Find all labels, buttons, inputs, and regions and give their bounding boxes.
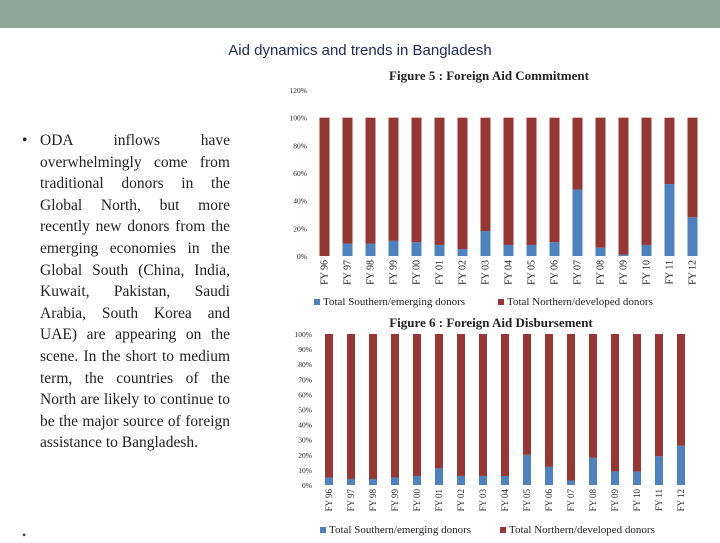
bar-southern <box>501 476 509 485</box>
bar-southern <box>389 241 399 256</box>
y-tick-label: 80% <box>293 141 307 151</box>
x-category-label: FY 11 <box>664 260 676 285</box>
bar-southern <box>642 245 652 256</box>
x-category-label: FY 04 <box>500 489 510 512</box>
bar-southern <box>523 455 531 485</box>
x-category-label: FY 02 <box>457 260 469 285</box>
bar-southern <box>655 456 663 485</box>
bar-northern <box>527 118 537 245</box>
x-category-label: FY 98 <box>368 489 378 512</box>
bar-northern <box>347 334 355 479</box>
legend-swatch-southern <box>314 299 320 305</box>
bar-northern <box>665 118 675 184</box>
bar-southern <box>619 255 629 256</box>
bar-southern <box>369 479 377 485</box>
y-tick-label: 120% <box>289 86 307 95</box>
y-tick-label: 90% <box>298 345 312 355</box>
bar-northern <box>596 118 606 248</box>
bar-southern <box>413 476 421 485</box>
bar-northern <box>391 334 399 477</box>
x-category-label: FY 03 <box>480 260 492 285</box>
bar-northern <box>325 334 333 477</box>
x-category-label: FY 01 <box>434 260 446 285</box>
bar-southern <box>573 190 583 256</box>
chart-title: Figure 6 : Foreign Aid Disbursement <box>389 315 593 330</box>
bar-southern <box>412 242 422 256</box>
bar-southern <box>435 468 443 485</box>
y-tick-label: 60% <box>293 169 307 178</box>
bar-northern <box>677 334 685 446</box>
bar-southern <box>479 476 487 485</box>
y-tick-label: 20% <box>298 450 312 460</box>
legend-label-northern: Total Northern/developed donors <box>509 524 655 536</box>
x-category-label: FY 10 <box>632 489 642 512</box>
y-tick-label: 100% <box>294 330 312 339</box>
x-category-label: FY 97 <box>346 489 356 512</box>
x-category-label: FY 96 <box>324 489 334 512</box>
bar-northern <box>688 118 698 218</box>
bar-northern <box>504 118 514 245</box>
x-category-label: FY 09 <box>618 260 630 285</box>
x-category-label: FY 07 <box>572 260 584 285</box>
bar-northern <box>633 334 641 471</box>
bar-northern <box>550 118 560 242</box>
bar-southern <box>527 245 537 256</box>
x-category-label: FY 01 <box>434 489 444 512</box>
x-category-label: FY 12 <box>676 489 686 512</box>
bar-northern <box>413 334 421 476</box>
bar-northern <box>573 118 583 190</box>
y-tick-label: 40% <box>293 196 307 206</box>
bar-northern <box>611 334 619 471</box>
x-category-label: FY 05 <box>522 489 532 512</box>
legend-swatch-southern <box>320 527 326 533</box>
bar-northern <box>369 334 377 479</box>
chart-title: Figure 5 : Foreign Aid Commitment <box>389 68 589 83</box>
bar-northern <box>501 334 509 476</box>
bar-northern <box>589 334 597 458</box>
bar-southern <box>435 245 445 256</box>
bar-northern <box>435 118 445 245</box>
bar-southern <box>596 248 606 256</box>
y-tick-label: 40% <box>298 420 312 430</box>
x-category-label: FY 03 <box>478 489 488 512</box>
x-category-label: FY 11 <box>654 489 664 512</box>
bar-northern <box>458 118 468 249</box>
legend-label-southern: Total Southern/emerging donors <box>323 296 466 308</box>
x-category-label: FY 02 <box>456 489 466 512</box>
bar-southern <box>347 479 355 485</box>
legend-label-southern: Total Southern/emerging donors <box>329 524 472 536</box>
legend-label-northern: Total Northern/developed donors <box>507 296 653 308</box>
bar-southern <box>458 249 468 256</box>
x-category-label: FY 08 <box>588 489 598 512</box>
bar-northern <box>479 334 487 476</box>
bar-southern <box>545 467 553 485</box>
bar-northern <box>567 334 575 480</box>
legend-swatch-northern <box>500 527 506 533</box>
bar-southern <box>391 477 399 485</box>
x-category-label: FY 98 <box>365 260 377 285</box>
bar-southern <box>366 244 376 256</box>
x-category-label: FY 12 <box>687 260 699 285</box>
x-category-label: FY 97 <box>342 260 354 285</box>
empty-bullet-dot: • <box>22 528 27 542</box>
x-category-label: FY 06 <box>549 260 561 285</box>
bar-southern <box>567 480 575 485</box>
bullet-dot: • <box>22 132 28 149</box>
bar-southern <box>633 471 641 485</box>
bar-southern <box>677 446 685 485</box>
bar-northern <box>412 118 422 242</box>
x-category-label: FY 09 <box>610 489 620 512</box>
y-tick-label: 60% <box>298 390 312 400</box>
bar-northern <box>343 118 353 244</box>
x-category-label: FY 99 <box>388 260 400 285</box>
bar-southern <box>481 231 491 256</box>
x-category-label: FY 99 <box>390 489 400 512</box>
figure-6-disbursement-chart <box>0 310 720 540</box>
bar-northern <box>642 118 652 245</box>
y-tick-label: 20% <box>293 224 307 234</box>
x-category-label: FY 06 <box>544 489 554 512</box>
y-tick-label: 10% <box>298 465 312 475</box>
bar-northern <box>523 334 531 455</box>
bar-southern <box>611 471 619 485</box>
x-category-label: FY 08 <box>595 260 607 285</box>
y-tick-label: 80% <box>298 360 312 370</box>
bar-southern <box>665 184 675 256</box>
bar-northern <box>545 334 553 467</box>
x-category-label: FY 96 <box>319 260 331 285</box>
bullet-text: ODA inflows have overwhelmingly come from traditional donors in the Global North, but more recently new donors from the emerging economies in the Global South (China, India, Kuwait, Pakistan, Saudi Arabia, South Korea and UAE) are appearing on the scene. In the short to medium term, the countries of the North are likely to continue to be the major source of foreign assistance to Bangladesh. <box>40 132 230 452</box>
bar-northern <box>320 118 330 256</box>
y-tick-label: 50% <box>298 405 312 415</box>
bar-southern <box>504 245 514 256</box>
x-category-label: FY 07 <box>566 489 576 512</box>
x-category-label: FY 05 <box>526 260 538 285</box>
x-category-label: FY 04 <box>503 260 515 285</box>
y-tick-label: 30% <box>298 435 312 445</box>
bar-southern <box>550 242 560 256</box>
x-category-label: FY 00 <box>411 260 423 285</box>
legend-swatch-northern <box>498 299 504 305</box>
bar-northern <box>435 334 443 468</box>
y-tick-label: 100% <box>289 113 307 123</box>
bar-southern <box>325 477 333 485</box>
y-tick-label: 0% <box>297 252 307 261</box>
bar-southern <box>688 217 698 256</box>
y-tick-label: 0% <box>302 481 312 490</box>
x-category-label: FY 10 <box>641 260 653 285</box>
x-category-label: FY 00 <box>412 489 422 512</box>
bar-southern <box>457 476 465 485</box>
y-tick-label: 70% <box>298 375 312 385</box>
bar-northern <box>366 118 376 244</box>
bar-northern <box>655 334 663 456</box>
slide-title: Aid dynamics and trends in Bangladesh <box>228 42 492 59</box>
bar-northern <box>389 118 399 241</box>
bar-northern <box>619 118 629 255</box>
bar-southern <box>589 458 597 485</box>
bar-southern <box>343 244 353 256</box>
bar-northern <box>457 334 465 476</box>
bar-northern <box>481 118 491 231</box>
